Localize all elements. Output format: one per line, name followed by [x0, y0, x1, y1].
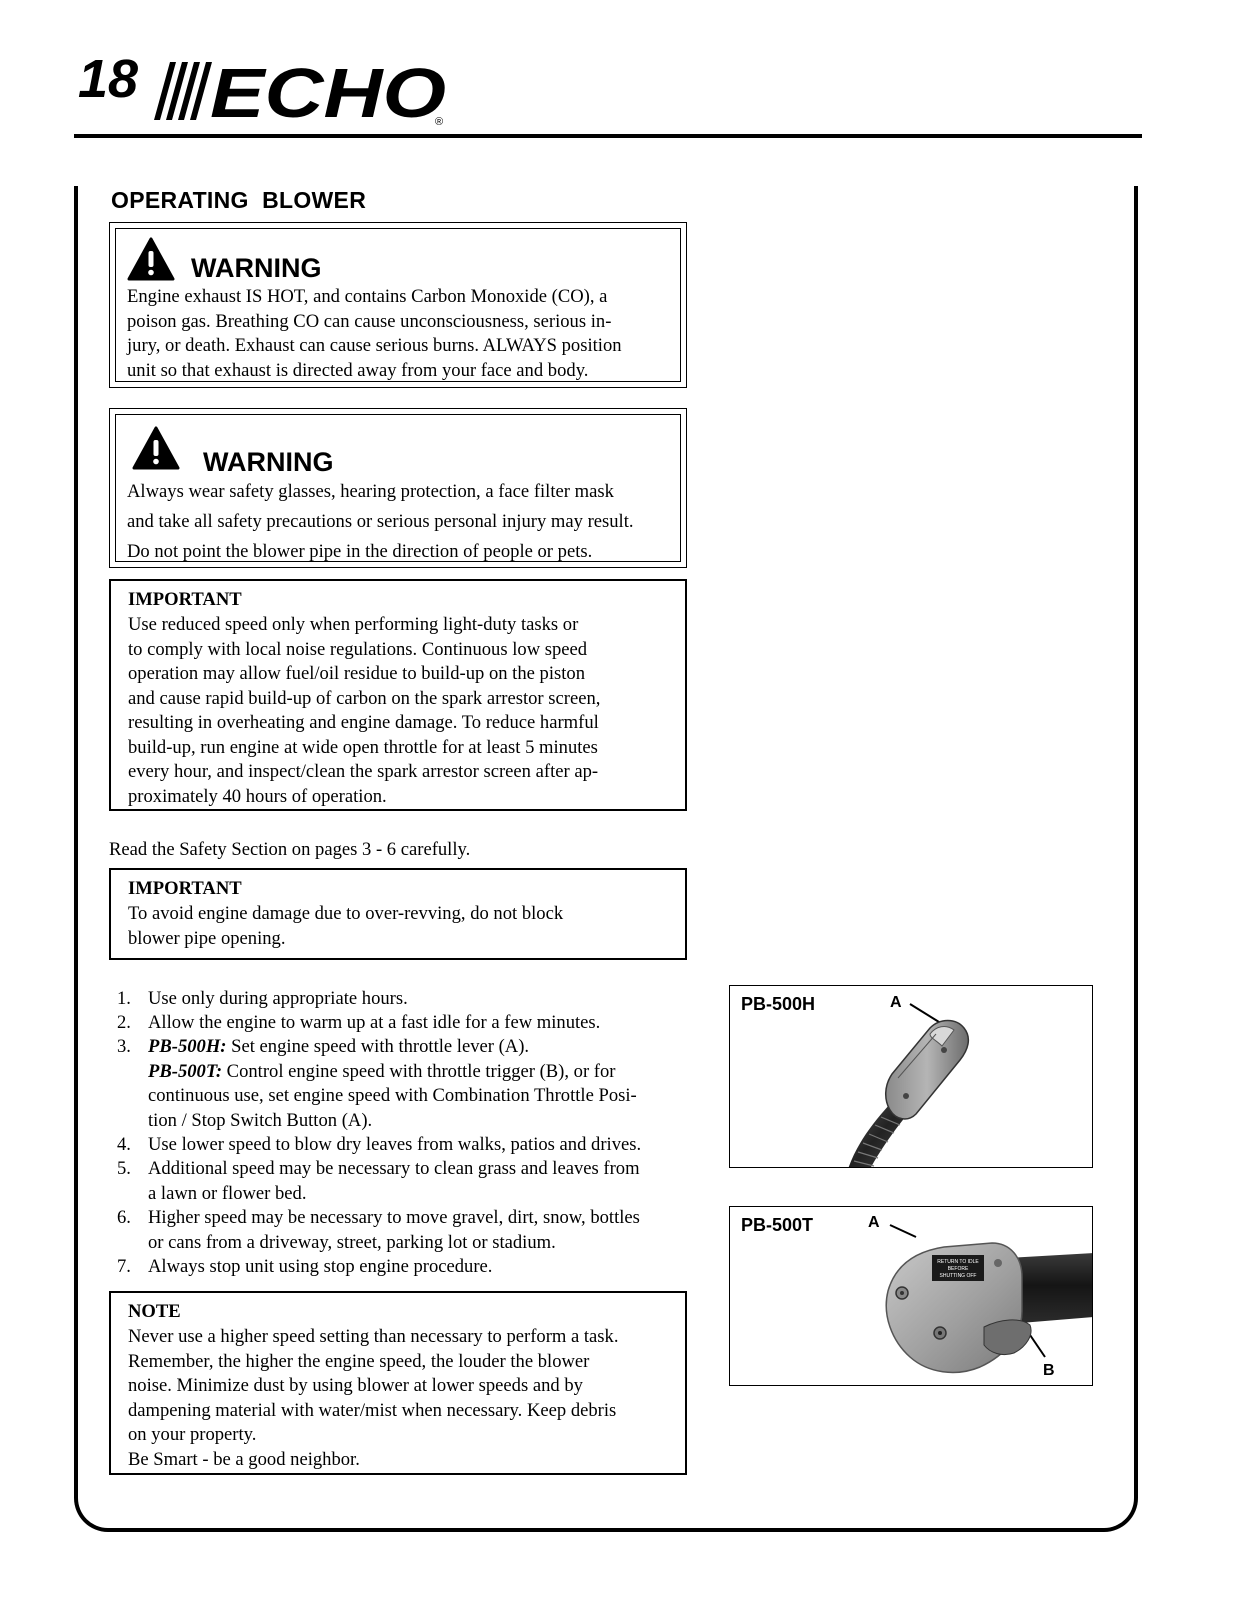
warning-triangle-icon — [132, 426, 180, 470]
important-text: To avoid engine damage due to over-revving, do not block blower pipe opening. — [128, 903, 564, 949]
list-item: 3. PB-500H: Set engine speed with throttle lever (A). PB-500T: Control engine speed with throttle trigger (B), or for continuous use, set engine speed with Combination Throttle Posi- tion / Stop Switch Button (A). — [117, 1036, 637, 1131]
section-title: OPERATING BLOWER — [111, 187, 367, 213]
important-box-reduced-speed — [109, 579, 687, 811]
decal-text: RETURN TO IDLE — [937, 1259, 979, 1265]
page-number: 18 — [78, 49, 139, 109]
note-heading: NOTE — [128, 1301, 181, 1322]
echo-logo — [152, 58, 470, 126]
safety-section-note: Read the Safety Section on pages 3 - 6 carefully. — [109, 839, 471, 860]
list-item: 1. Use only during appropriate hours. — [117, 988, 408, 1009]
note-box — [109, 1291, 687, 1475]
figure-model-label: PB-500T — [741, 1215, 814, 1235]
callout-a: A — [890, 994, 902, 1011]
decal-text: SHUTTING OFF — [939, 1273, 977, 1279]
list-item: 7. Always stop unit using stop engine procedure. — [117, 1256, 493, 1277]
important-heading: IMPORTANT — [128, 589, 242, 610]
important-heading: IMPORTANT — [128, 878, 242, 899]
warning-box-exhaust — [109, 222, 687, 388]
warning-heading: WARNING — [191, 253, 322, 283]
warning-box-safety-gear — [109, 408, 687, 568]
warning-triangle-icon — [127, 237, 175, 281]
warning-text: Always wear safety glasses, hearing protection, a face filter mask and take all safety precautions or serious personal injury may result. Do not point the blower pipe in the direction of people or pets. — [127, 481, 634, 562]
registered-mark: ® — [435, 116, 444, 126]
important-text: Use reduced speed only when performing light-duty tasks or to comply with local noise regulations. Continuous low speed operation may allow fuel/oil residue to build-up on the piston and cause rapid build-up of carbon on the spark arrestor screen, resulting in overheating and engine damage. To reduce harmful build-up, run engine at wide open throttle for at least 5 minutes every hour, and inspect/clean the spark arrestor screen after ap- proximately 40 hours of operation. — [128, 614, 601, 807]
important-box-over-revving — [109, 868, 687, 960]
figure-pb-500t — [729, 1206, 1093, 1386]
list-item: 5. Additional speed may be necessary to clean grass and leaves from a lawn or flower bed. — [117, 1158, 640, 1204]
warning-text: Engine exhaust IS HOT, and contains Carbon Monoxide (CO), a poison gas. Breathing CO can cause unconsciousness, serious in- jury, or death. Exhaust can cause serious burns. ALWAYS position unit so that exhaust is directed away from your face and body. — [127, 286, 622, 381]
throttle-trigger-illustration — [730, 1207, 1093, 1386]
header-rule — [74, 134, 1142, 138]
decal-text: BEFORE — [947, 1266, 969, 1272]
list-item: 2. Allow the engine to warm up at a fast idle for a few minutes. — [117, 1012, 601, 1033]
throttle-lever-illustration — [730, 986, 1093, 1168]
callout-b: B — [1043, 1362, 1055, 1379]
logo-wordmark: ECHO — [210, 58, 446, 126]
note-text: Never use a higher speed setting than necessary to perform a task. Remember, the higher the engine speed, the louder the blower noise. Minimize dust by using blower at lower speeds and by dampening material with water/mist when necessary. Keep debris on your property. Be Smart - be a good neighbor. — [128, 1326, 619, 1470]
list-item: 6. Higher speed may be necessary to move gravel, dirt, snow, bottles or cans from a driveway, street, parking lot or stadium. — [117, 1207, 640, 1253]
figure-pb-500h — [729, 985, 1093, 1168]
warning-heading: WARNING — [203, 447, 334, 477]
figure-model-label: PB-500H — [741, 994, 816, 1014]
list-item: 4. Use lower speed to blow dry leaves from walks, patios and drives. — [117, 1134, 642, 1155]
callout-a: A — [868, 1214, 880, 1231]
